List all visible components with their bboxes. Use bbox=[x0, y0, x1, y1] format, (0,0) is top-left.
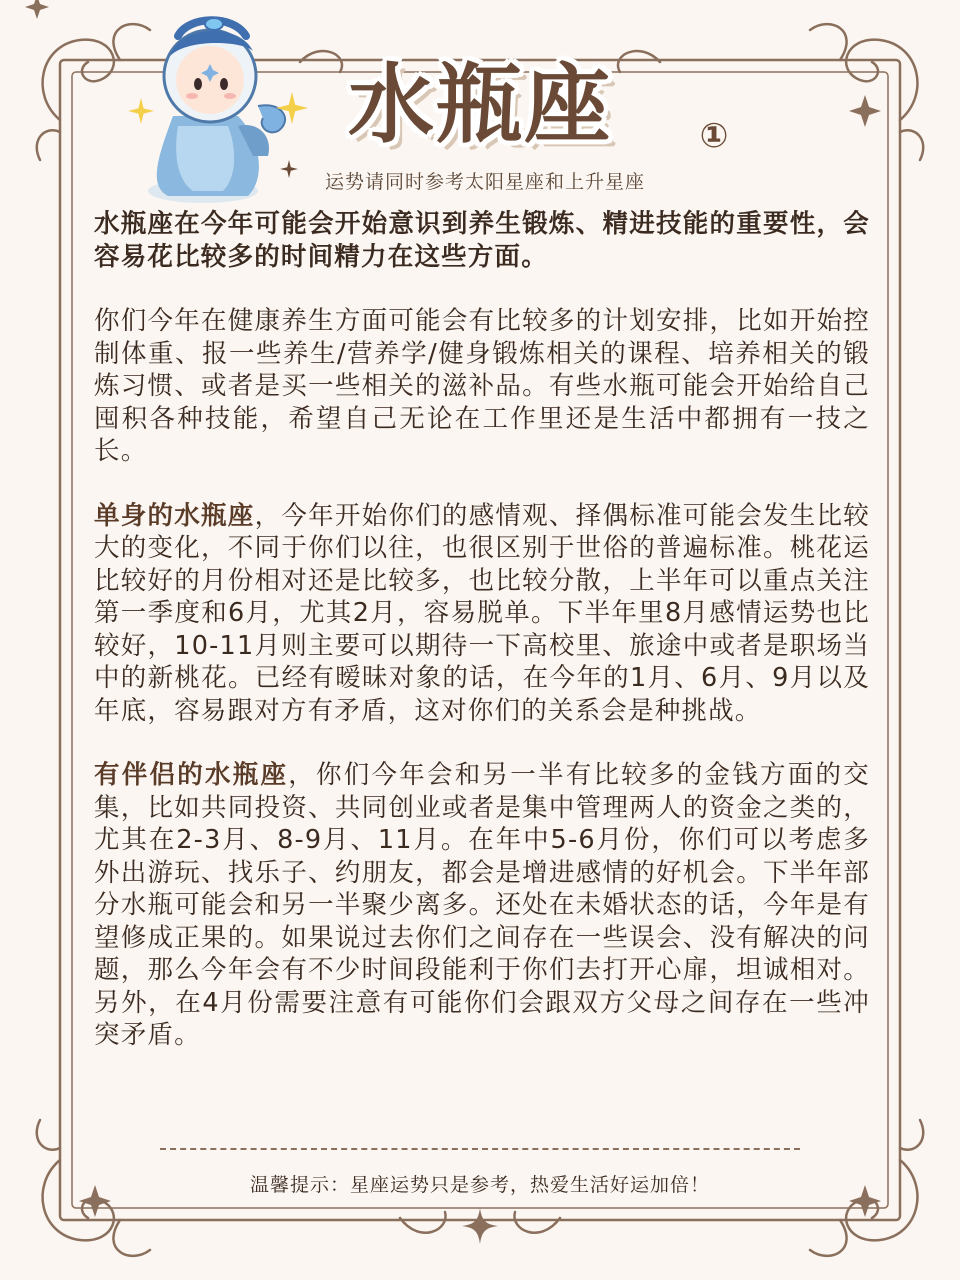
single-heading: 单身的水瓶座 bbox=[94, 500, 255, 531]
sparkle-icon bbox=[276, 92, 308, 124]
single-paragraph bbox=[94, 500, 870, 728]
intro-paragraph: 水瓶座在今年可能会开始意识到养生锻炼、精进技能的重要性，会容易花比较多的时间精力在这些方面。 bbox=[94, 209, 870, 272]
health-paragraph: 你们今年在健康养生方面可能会有比较多的计划安排，比如开始控制体重、报一些养生/营养学/健身锻炼相关的课程、培养相关的锻炼习惯、或者是买一些相关的滋补品。有些水瓶可能会开始给自己囤积各种技能，希望自己无论在工作里还是生活中都拥有一技之长。 bbox=[94, 306, 870, 466]
subtitle: 运势请同时参考太阳星座和上升星座 bbox=[324, 171, 645, 193]
footer-tip: 温馨提示：星座运势只是参考，热爱生活好运加倍！ bbox=[249, 1174, 710, 1196]
four-point-star-icon bbox=[462, 1208, 498, 1244]
article-body bbox=[94, 208, 870, 1084]
partnered-text: ，你们今年会和另一半有比较多的金钱方面的交集，比如共同投资、共同创业或者是集中管理两人的资金之类的，尤其在2-3月、8-9月、11月。在年中5-6月份，你们可以考虑多外出游玩、找乐子、约朋友，都会是增进感情的好机会。下半年部分水瓶可能会和另一半聚少离多。还处在未婚状态的话，今年是有望修成正果的。如果说过去你们之间存在一些误会、没有解决的问题，那么今年会有不少时间段能利于你们去打开心扉，坦诚相对。另外，在4月份需要注意有可能你们会跟双方父母之间存在一些冲突矛盾。 bbox=[94, 760, 870, 1050]
page-title: 水瓶座 bbox=[348, 55, 612, 155]
sparkle-icon bbox=[280, 160, 298, 178]
page-number: ① bbox=[699, 116, 729, 156]
sparkle-icon bbox=[128, 98, 154, 124]
partnered-heading: 有伴侣的水瓶座 bbox=[94, 760, 289, 790]
single-text: ，今年开始你们的感情观、择偶标准可能会发生比较大的变化，不同于你们以往，也很区别于世俗的普遍标准。桃花运比较好的月份相对还是比较多，也比较分散，上半年可以重点关注第一季度和6月，尤其2月，容易脱单。下半年里8月感情运势也比较好，10-11月则主要可以期待一下高校里、旅途中或者是职场当中的新桃花。已经有暧昧对象的话，在今年的1月、6月、9月以及年底，容易跟对方有矛盾，这对你们的关系会是种挑战。 bbox=[94, 500, 870, 726]
footer-divider bbox=[160, 1148, 800, 1150]
partnered-paragraph bbox=[94, 759, 870, 1052]
